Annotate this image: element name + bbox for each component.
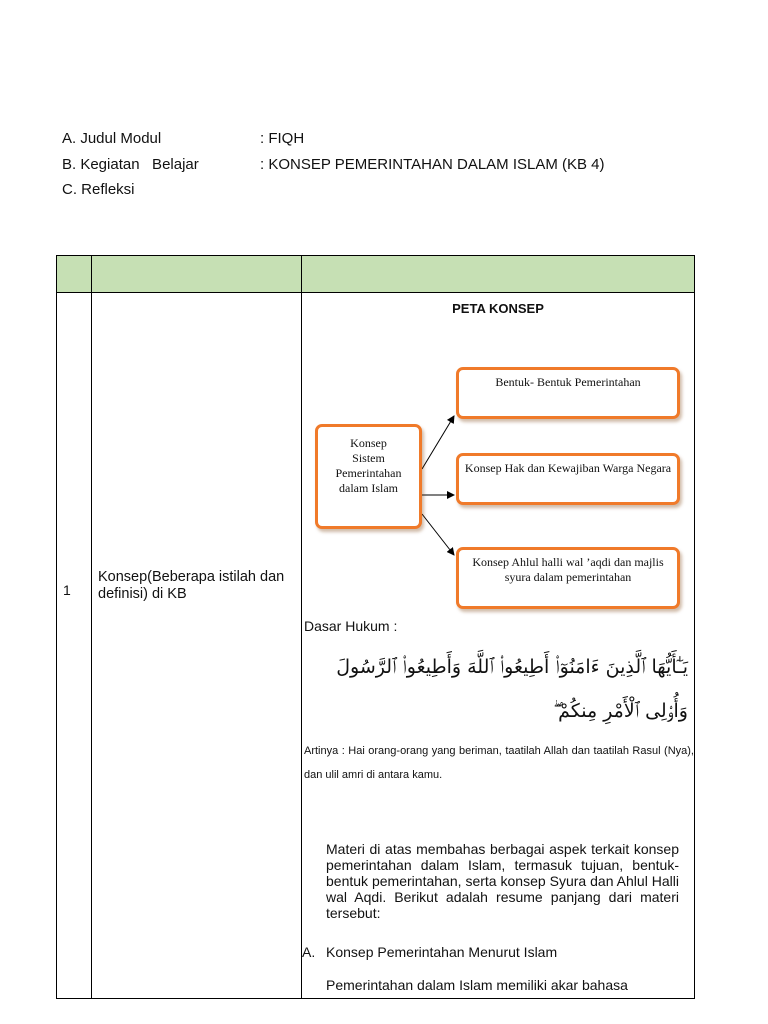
concept-map-title: PETA KONSEP <box>452 301 544 316</box>
module-title-label: A. Judul Modul <box>62 130 162 147</box>
table-row <box>57 293 695 999</box>
intro-paragraph: Materi di atas membahas berbagai aspek terkait konsep pemerintahan dalam Islam, termasuk tujuan, bentuk-bentuk pemerintahan, serta konsep Syura dan Ahlul Halli wal Aqdi. Berikut adalah resume panjang dari materi tersebut: <box>326 841 679 921</box>
reflection-table <box>56 255 695 999</box>
dasar-hukum-label: Dasar Hukum : <box>304 618 398 634</box>
verse-translation: Artinya : Hai orang-orang yang beriman, taatilah Allah dan taatilah Rasul (Nya), dan ulil amri di antara kamu. <box>304 745 694 781</box>
arrow-to-branch-3 <box>422 514 454 555</box>
section-a-paragraph: Pemerintahan dalam Islam memiliki akar bahasa <box>326 977 628 993</box>
header-cell-number <box>57 256 92 293</box>
section-a-letter: A. <box>302 944 316 960</box>
header-cell-content <box>302 256 695 293</box>
table-header-row <box>57 256 695 293</box>
section-a-title: Konsep Pemerintahan Menurut Islam <box>326 944 558 960</box>
concept-map-branch-3 <box>456 547 680 609</box>
row-number-cell <box>57 293 92 999</box>
concept-map-branch-1 <box>456 367 680 419</box>
term-cell <box>92 293 302 999</box>
arrow-to-branch-1 <box>422 416 454 469</box>
learning-activity-label: B. Kegiatan Belajar <box>62 156 199 173</box>
concept-map-branch-2 <box>456 453 680 505</box>
center-line-2: Sistem <box>352 451 385 465</box>
module-title-value: : FIQH <box>260 130 305 147</box>
branch-3-label: Konsep Ahlul halli wal ’aqdi dan majlis syura dalam pemerintahan <box>472 555 664 584</box>
header-cell-term <box>92 256 302 293</box>
branch-2-label: Konsep Hak dan Kewajiban Warga Negara <box>464 461 672 475</box>
center-line-1: Konsep <box>350 436 387 450</box>
content-cell <box>302 293 695 999</box>
concept-map-center-box <box>315 424 422 529</box>
branch-1-label: Bentuk- Bentuk Pemerintahan <box>495 375 641 389</box>
row-number: 1 <box>63 582 71 598</box>
term-text: Konsep(Beberapa istilah dan definisi) di KB <box>98 569 285 602</box>
center-line-3: Pemerintahan <box>335 466 402 480</box>
quran-verse: يَـٰٓأَيُّهَا ٱلَّذِينَ ءَامَنُوٓا۟ أَطِيعُوا۟ ٱللَّهَ وَأَطِيعُوا۟ ٱلرَّسُولَ وَأُو۟لِى ٱلْأَمْرِ مِنكُمْ ۖ <box>336 656 688 722</box>
reflection-label: C. Refleksi <box>62 181 135 198</box>
learning-activity-value: : KONSEP PEMERINTAHAN DALAM ISLAM (KB 4) <box>260 156 605 173</box>
center-line-4: dalam Islam <box>339 481 398 495</box>
